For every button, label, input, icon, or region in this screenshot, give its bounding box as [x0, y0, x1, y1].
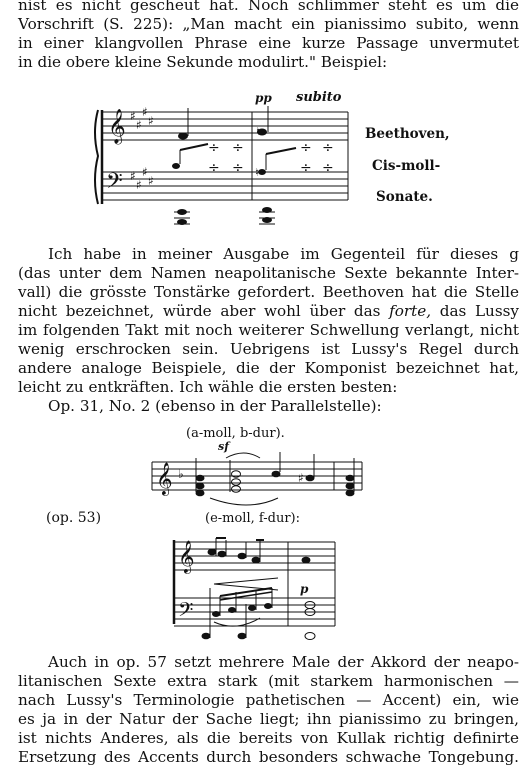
- text-line: Auch in op. 57 setzt mehrere Male der Akkord der neapo-: [48, 653, 519, 671]
- text-line: es ja in der Natur der Sache liegt; ihn pianissimo zu bringen,: [18, 710, 519, 728]
- text-line: Op. 31, No. 2 (ebenso in der Parallelstelle):: [48, 397, 382, 415]
- dynamic-sf: sf: [218, 440, 229, 453]
- svg-text:♯: ♯: [298, 471, 304, 485]
- dynamic-p: p: [300, 582, 309, 596]
- text-line: Vorschrift (S. 225): „Man macht ein pianissimo subito, wenn: [18, 15, 519, 33]
- svg-text:÷: ÷: [322, 140, 334, 156]
- svg-text:♯: ♯: [130, 169, 136, 183]
- svg-text:♯: ♯: [148, 114, 154, 128]
- text-line: in einer klangvollen Phrase eine kurze Passage unvermutet: [18, 34, 519, 52]
- caption-cis-moll: Cis-moll-: [372, 158, 441, 174]
- svg-text:𝄞: 𝄞: [108, 109, 126, 144]
- svg-text:÷: ÷: [300, 160, 312, 176]
- text-line: in die obere kleine Sekunde modulirt." Beispiel:: [18, 53, 388, 71]
- text-line: Ersetzung des Accents durch besonders schwache Tongebung.: [18, 748, 519, 766]
- svg-text:♭: ♭: [178, 467, 184, 481]
- text-line: vall) die grösste Tonstärke gefordert. Beethoven hat die Stelle: [18, 283, 519, 301]
- text-line: Ich habe in meiner Ausgabe im Gegenteil für dieses g: [48, 245, 519, 263]
- svg-text:𝄞: 𝄞: [156, 462, 173, 495]
- svg-text:𝄢: 𝄢: [106, 169, 123, 199]
- svg-text:𝄢: 𝄢: [178, 598, 194, 626]
- text-line: ist nichts Anderes, als die bereits von Kullak richtig definirte: [18, 729, 519, 747]
- caption-sonate: Sonate.: [376, 189, 433, 205]
- text-line: nicht bezeichnet, würde aber wohl über das forte, das Lussy: [18, 302, 519, 320]
- text-line: leicht zu entkräften. Ich wähle die ersten besten:: [18, 378, 398, 396]
- text-line: nist es nicht gescheut hat. Noch schlimmer steht es um die: [18, 0, 519, 14]
- text-line: nach Lussy's Terminologie pathetischen — Accent) ein, wie: [18, 691, 519, 709]
- svg-text:♯: ♯: [136, 118, 142, 132]
- svg-text:𝄞: 𝄞: [178, 540, 195, 573]
- svg-text:÷: ÷: [300, 140, 312, 156]
- svg-text:÷: ÷: [232, 140, 244, 156]
- caption-beethoven: Beethoven,: [365, 126, 450, 142]
- svg-text:÷: ÷: [322, 160, 334, 176]
- dynamic-pp: pp: [255, 91, 272, 105]
- op-53-label: (op. 53): [46, 510, 102, 526]
- text-line: andere analoge Beispiele, die der Komponist bezeichnet hat,: [18, 359, 519, 377]
- svg-text:♮: ♮: [255, 166, 259, 179]
- svg-text:♯: ♯: [142, 105, 148, 119]
- text-line: litanischen Sexte extra stark (mit starkem harmonischen —: [18, 672, 519, 690]
- svg-text:♯: ♯: [136, 178, 142, 192]
- key-label-a-moll: (a-moll, b-dur).: [186, 426, 285, 441]
- svg-text:♮: ♮: [256, 125, 260, 138]
- svg-text:÷: ÷: [232, 160, 244, 176]
- score-op53: [160, 528, 345, 646]
- svg-text:♯: ♯: [148, 174, 154, 188]
- svg-text:÷: ÷: [208, 160, 220, 176]
- key-label-e-moll: (e-moll, f-dur):: [205, 511, 300, 526]
- svg-text:÷: ÷: [208, 140, 220, 156]
- svg-text:♯: ♯: [130, 109, 136, 123]
- score-op31-no2: [148, 448, 368, 508]
- svg-text:♯: ♯: [142, 165, 148, 179]
- text-line: wenig erschrocken sein. Uebrigens ist Lussy's Regel durch: [18, 340, 519, 358]
- dynamic-subito: subito: [296, 90, 342, 105]
- text-line: (das unter dem Namen neapolitanische Sexte bekannte Inter-: [18, 264, 519, 282]
- text-line: im folgenden Takt mit noch weiterer Schwellung verlangt, nicht: [18, 321, 519, 339]
- score-beethoven-cis-moll: [90, 92, 360, 242]
